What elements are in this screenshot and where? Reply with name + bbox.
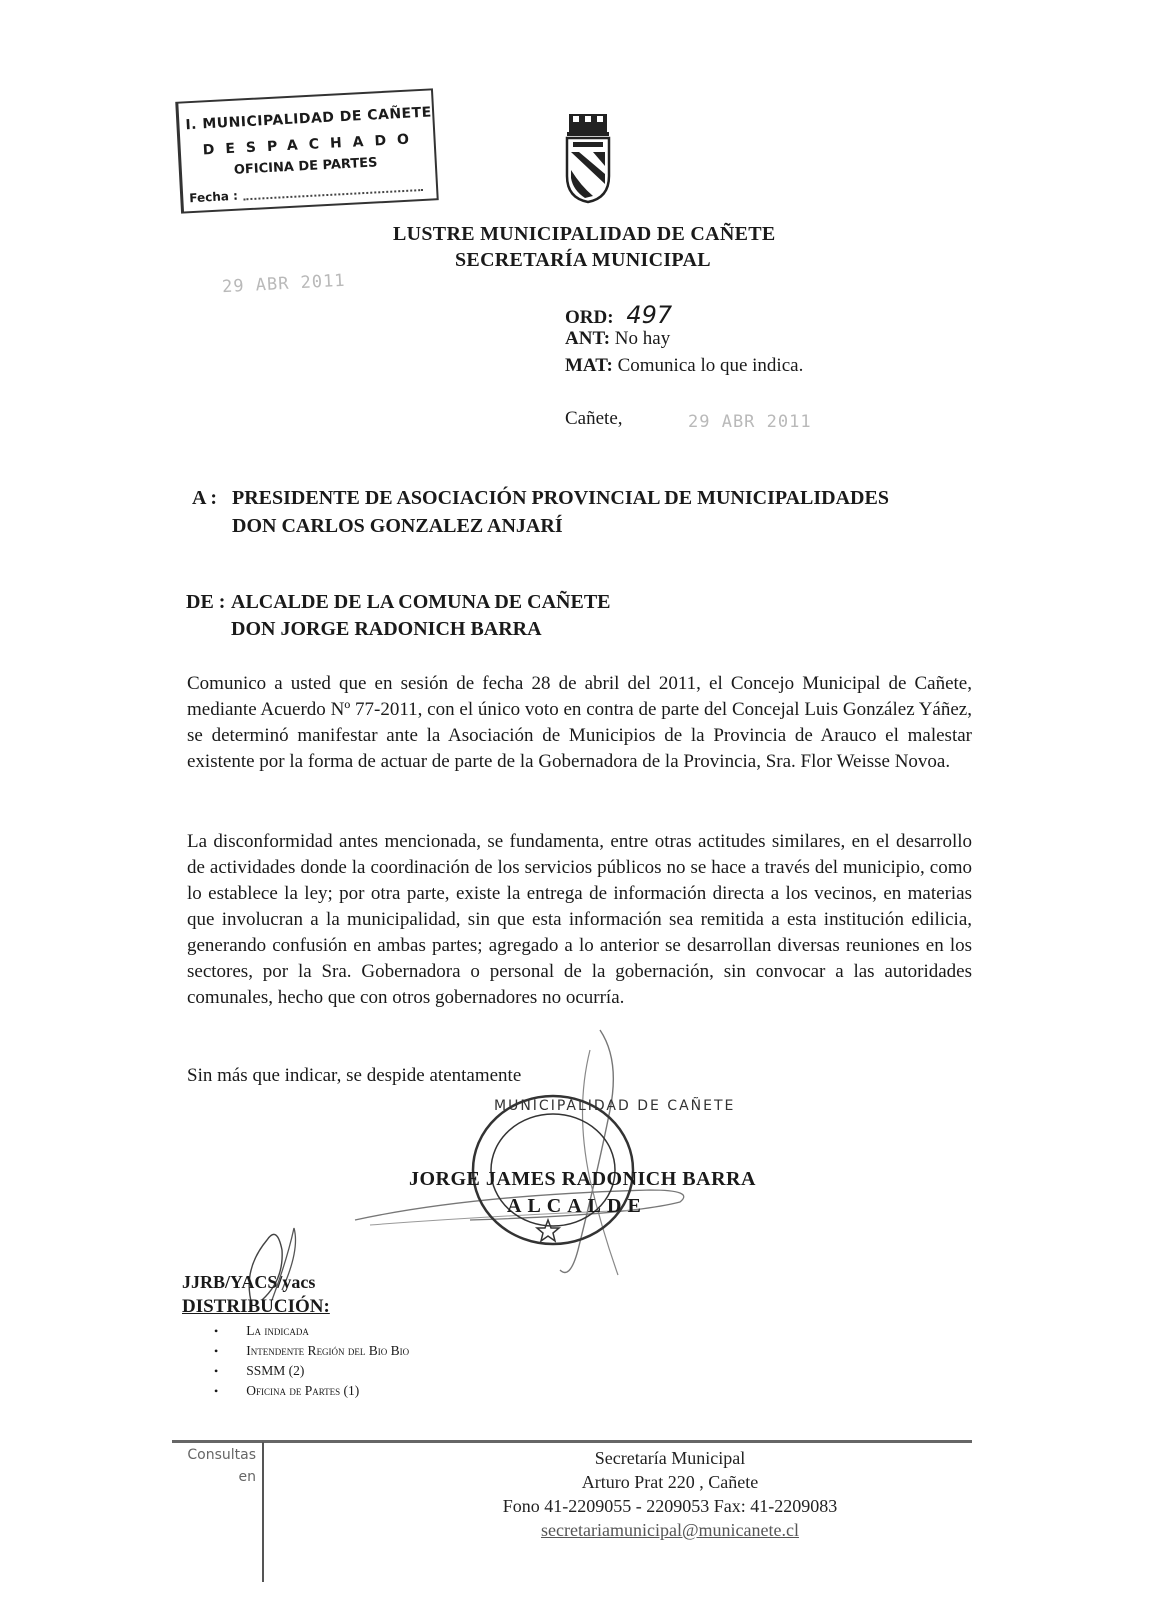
institution-name: LUSTRE MUNICIPALIDAD DE CAÑETE: [393, 223, 776, 245]
ant-value: No hay: [614, 328, 671, 349]
received-date-stamp: 29 ABR 2011: [221, 270, 347, 298]
stamp-line-2: DESPACHADO: [202, 131, 421, 159]
reference-initials: JJRB/YACS/yacs: [182, 1272, 316, 1292]
signatory-name: JORGE JAMES RADONICH BARRA: [409, 1168, 756, 1190]
signatory-title: ALCALDE: [507, 1195, 647, 1217]
addressee-line-2: DON CARLOS GONZALEZ ANJARÍ: [232, 515, 563, 537]
list-item: • SSMM (2): [214, 1363, 305, 1378]
distribution-heading: DISTRIBUCIÓN:: [182, 1296, 330, 1317]
addressee-line-1: PRESIDENTE DE ASOCIACIÓN PROVINCIAL DE MUNICIPALIDADES: [232, 487, 889, 509]
footer-left-line-2: en: [238, 1469, 256, 1485]
stamp-line-3: OFICINA DE PARTES: [233, 155, 378, 178]
bullet-icon: •: [214, 1324, 219, 1338]
footer-phones: Fono 41-2209055 - 2209053 Fax: 41-2209083: [502, 1496, 838, 1516]
footer-divider: [172, 1440, 972, 1443]
body-paragraph-1: Comunico a usted que en sesión de fecha 28 de abril del 2011, el Concejo Municipal de Cañete, mediante Acuerdo Nº 77-2011, con el único voto en contra de parte del Concejal Luis González Yáñez, se determinó manifestar ante la Asociación de Municipios de la Provincia de Arauco el malestar existente por la forma de actuar de parte de la Gobernadora de la Provincia, Sra. Flor Weisse Novoa.: [187, 673, 972, 772]
ord-line: [565, 301, 672, 329]
stamp-line-4: Fecha :: [188, 188, 239, 206]
place-label: Cañete,: [565, 408, 623, 429]
issue-date-stamp: 29 ABR 2011: [688, 412, 812, 432]
footer-office: Secretaría Municipal: [594, 1448, 746, 1468]
bullet-icon: •: [214, 1344, 219, 1358]
sender-prefix: DE :: [186, 591, 226, 613]
stamp-dotted-line: [243, 189, 423, 200]
list-item: • Oficina de Partes (1): [214, 1383, 360, 1398]
ant-line: [565, 328, 670, 350]
stamp-line-1: I. MUNICIPALIDAD DE CAÑETE: [185, 104, 433, 134]
mat-line: [565, 355, 803, 377]
coat-of-arms-icon: [563, 112, 613, 204]
seal-text: MUNICIPALIDAD DE CAÑETE: [494, 1098, 736, 1114]
sender-line-1: ALCALDE DE LA COMUNA DE CAÑETE: [231, 591, 611, 613]
closing-line: Sin más que indicar, se despide atentamente: [187, 1065, 522, 1086]
footer-consultas: [182, 1444, 256, 1488]
footer-vertical-divider: [262, 1442, 264, 1582]
footer-email-link[interactable]: secretariamunicipal@municanete.cl: [541, 1520, 799, 1540]
footer-address: Arturo Prat 220 , Cañete: [581, 1472, 759, 1492]
ant-label: ANT:: [565, 328, 611, 349]
footer-left-line-1: Consultas: [187, 1447, 256, 1463]
list-item: • La indicada: [214, 1323, 309, 1338]
body-paragraph-2: La disconformidad antes mencionada, se fundamenta, entre otras actitudes similares, en el desarrollo de actividades donde la coordinación de los servicios públicos no se hace a través del municipio, como lo establece la ley; por otra parte, existe la entrega de información directa a los vecinos, en materias que involucran a la municipalidad, sin que esta información sea remitida a esta institución edilicia, generando confusión en ambas partes; agregado a lo anterior se desarrollan diversas reuniones en los sectores, por la Sra. Gobernadora o personal de la gobernación, sin convocar a las autoridades comunales, hecho que con otros gobernadores no ocurría.: [187, 831, 972, 1008]
addressee-prefix: A :: [192, 487, 217, 509]
bullet-icon: •: [214, 1384, 219, 1398]
mat-label: MAT:: [565, 355, 613, 376]
ord-number: 497: [626, 301, 673, 329]
mat-value: Comunica lo que indica.: [617, 355, 804, 376]
oficina-partes-stamp: [175, 88, 439, 213]
ord-label: ORD:: [565, 307, 614, 328]
list-item: • Intendente Región del Bio Bio: [214, 1343, 410, 1358]
department-name: SECRETARÍA MUNICIPAL: [455, 249, 711, 271]
bullet-icon: •: [214, 1364, 219, 1378]
distribution-list: [214, 1322, 514, 1402]
footer-contact: [400, 1446, 940, 1542]
sender-line-2: DON JORGE RADONICH BARRA: [231, 618, 542, 640]
